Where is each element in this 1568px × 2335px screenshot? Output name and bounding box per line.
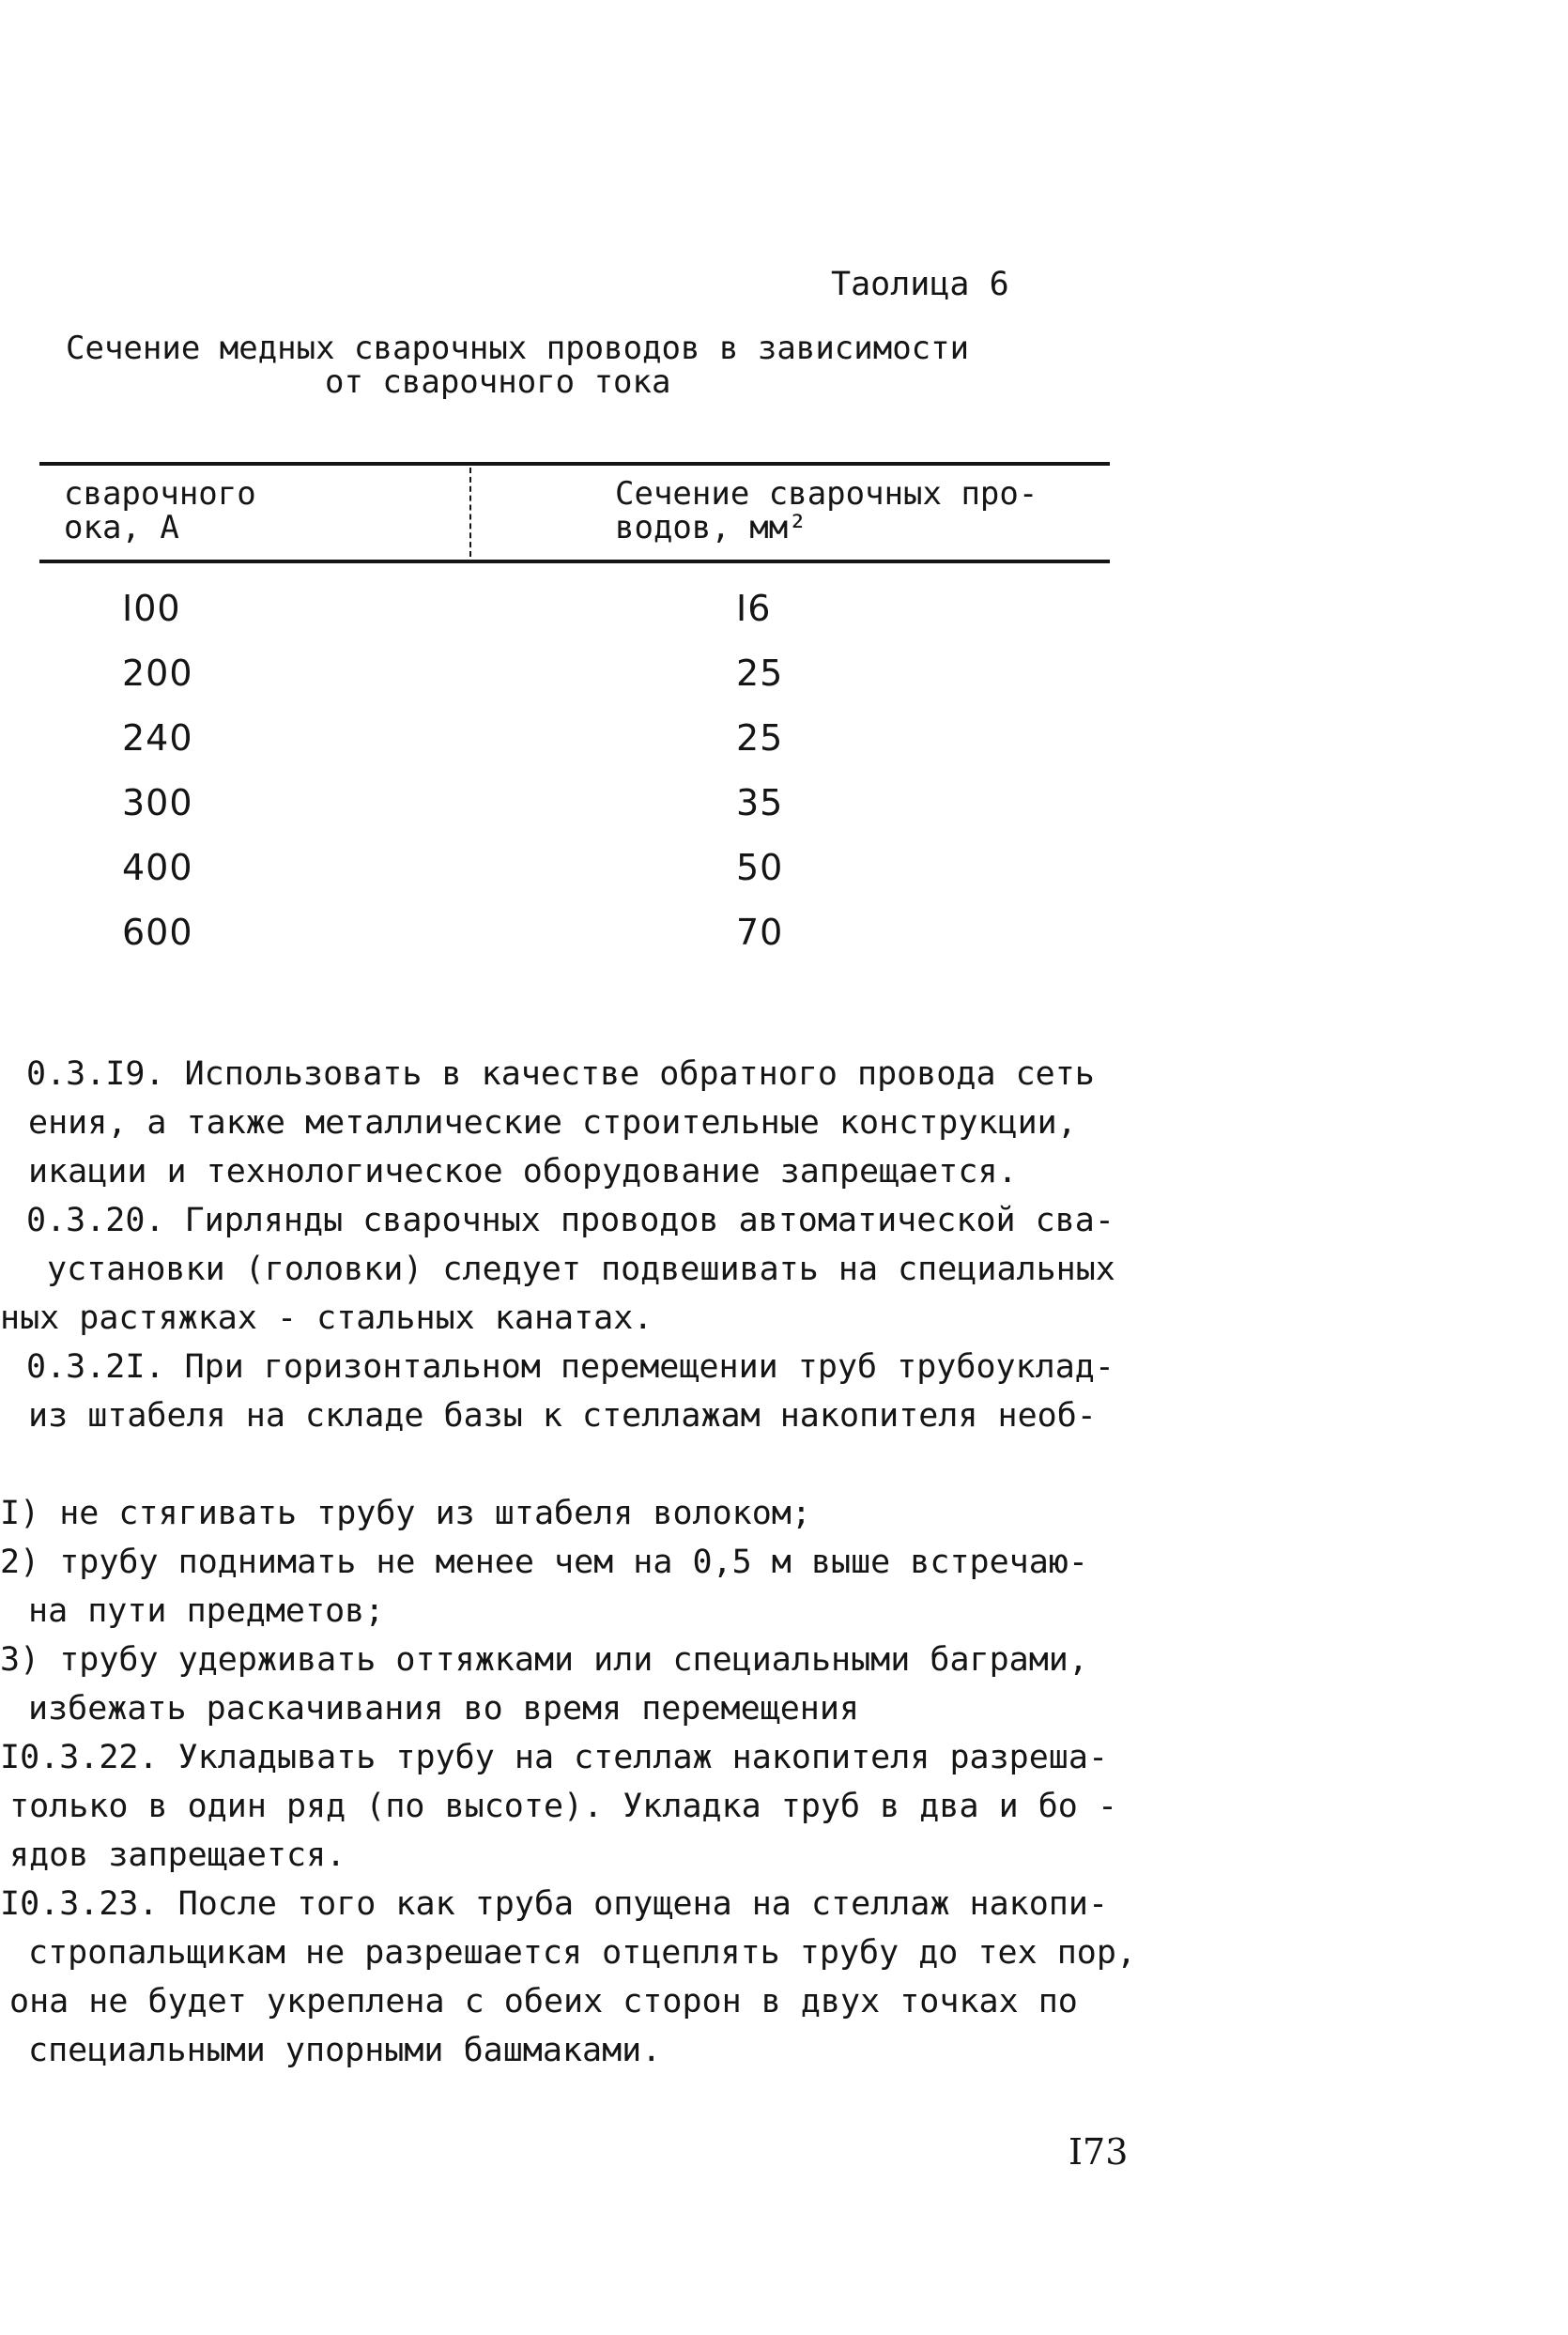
paragraph-line: ения, а также металлические строительные конструкции, bbox=[28, 1104, 1077, 1142]
paragraph-line: из штабеля на складе базы к стеллажам накопителя необ- bbox=[28, 1397, 1097, 1435]
paragraph-line: I0.3.22. Укладывать трубу на стеллаж накопителя разреша- bbox=[0, 1739, 1109, 1776]
paragraph-line: 0.3.I9. Использовать в качестве обратного провода сеть bbox=[26, 1055, 1095, 1093]
paragraph-line: 0.3.2I. При горизонтальном перемещении труб трубоуклад- bbox=[26, 1348, 1115, 1386]
list-item-continuation: избежать раскачивания во время перемещения bbox=[28, 1690, 860, 1728]
table-top-rule bbox=[39, 462, 1110, 466]
cell-section: 25 bbox=[736, 717, 784, 759]
table-row bbox=[0, 839, 1568, 904]
body-text bbox=[0, 1050, 1145, 2075]
paragraph-line: икации и технологическое оборудование запрещается. bbox=[28, 1153, 1018, 1191]
list-item-continuation: на пути предметов; bbox=[28, 1592, 385, 1630]
cell-current: I00 bbox=[122, 588, 181, 629]
cell-current: 240 bbox=[122, 717, 193, 759]
paragraph-line: 0.3.20. Гирлянды сварочных проводов автоматической сва- bbox=[26, 1202, 1115, 1239]
paragraph-line: I0.3.23. После того как труба опущена на стеллаж накопи- bbox=[0, 1885, 1109, 1923]
table-column-separator bbox=[469, 468, 471, 557]
paragraph-line: установки (головки) следует подвешивать на специальных bbox=[47, 1251, 1115, 1288]
paragraph-line: ных растяжках - стальных канатах. bbox=[0, 1299, 653, 1337]
paragraph-line: специальными упорными башмаками. bbox=[28, 2032, 662, 2069]
cell-section: I6 bbox=[736, 588, 772, 629]
paragraph-line: она не будет укреплена с обеих сторон в двух точках по bbox=[9, 1983, 1078, 2020]
cell-section: 25 bbox=[736, 653, 784, 694]
cell-section: 50 bbox=[736, 847, 784, 888]
table-row bbox=[0, 710, 1568, 775]
paragraph-line: только в один ряд (по высоте). Укладка труб в два и бо - bbox=[9, 1788, 1118, 1825]
table-body bbox=[0, 580, 1568, 969]
table-row bbox=[0, 580, 1568, 645]
caption-line-1: Сечение медных сварочных проводов в зависимости bbox=[66, 330, 970, 367]
paragraph-line: ядов запрещается. bbox=[9, 1836, 346, 1874]
table-number-label: Таолица 6 bbox=[831, 266, 1009, 303]
cell-section: 35 bbox=[736, 782, 784, 823]
table-row bbox=[0, 904, 1568, 969]
cell-current: 400 bbox=[122, 847, 193, 888]
table-row bbox=[0, 775, 1568, 839]
cell-current: 200 bbox=[122, 653, 193, 694]
list-item: 3) трубу удерживать оттяжками или специальными баграми, bbox=[0, 1641, 1088, 1679]
list-item: I) не стягивать трубу из штабеля волоком; bbox=[0, 1495, 811, 1532]
cell-current: 300 bbox=[122, 782, 193, 823]
list-item: 2) трубу поднимать не менее чем на 0,5 м выше встречаю- bbox=[0, 1544, 1088, 1581]
page-number: I73 bbox=[1068, 2131, 1129, 2173]
cell-current: 600 bbox=[122, 912, 193, 953]
paragraph-line: стропальщикам не разрешается отцеплять трубу до тех пор, bbox=[28, 1934, 1137, 1972]
table-row bbox=[0, 645, 1568, 710]
column-header-section: Сечение сварочных про- водов, мм² bbox=[615, 475, 1038, 546]
table-caption bbox=[66, 331, 1023, 399]
column-header-current: сварочного ока, А bbox=[64, 475, 256, 546]
table-header-rule bbox=[39, 560, 1110, 563]
cell-section: 70 bbox=[736, 912, 784, 953]
caption-line-2: от сварочного тока bbox=[325, 363, 671, 401]
